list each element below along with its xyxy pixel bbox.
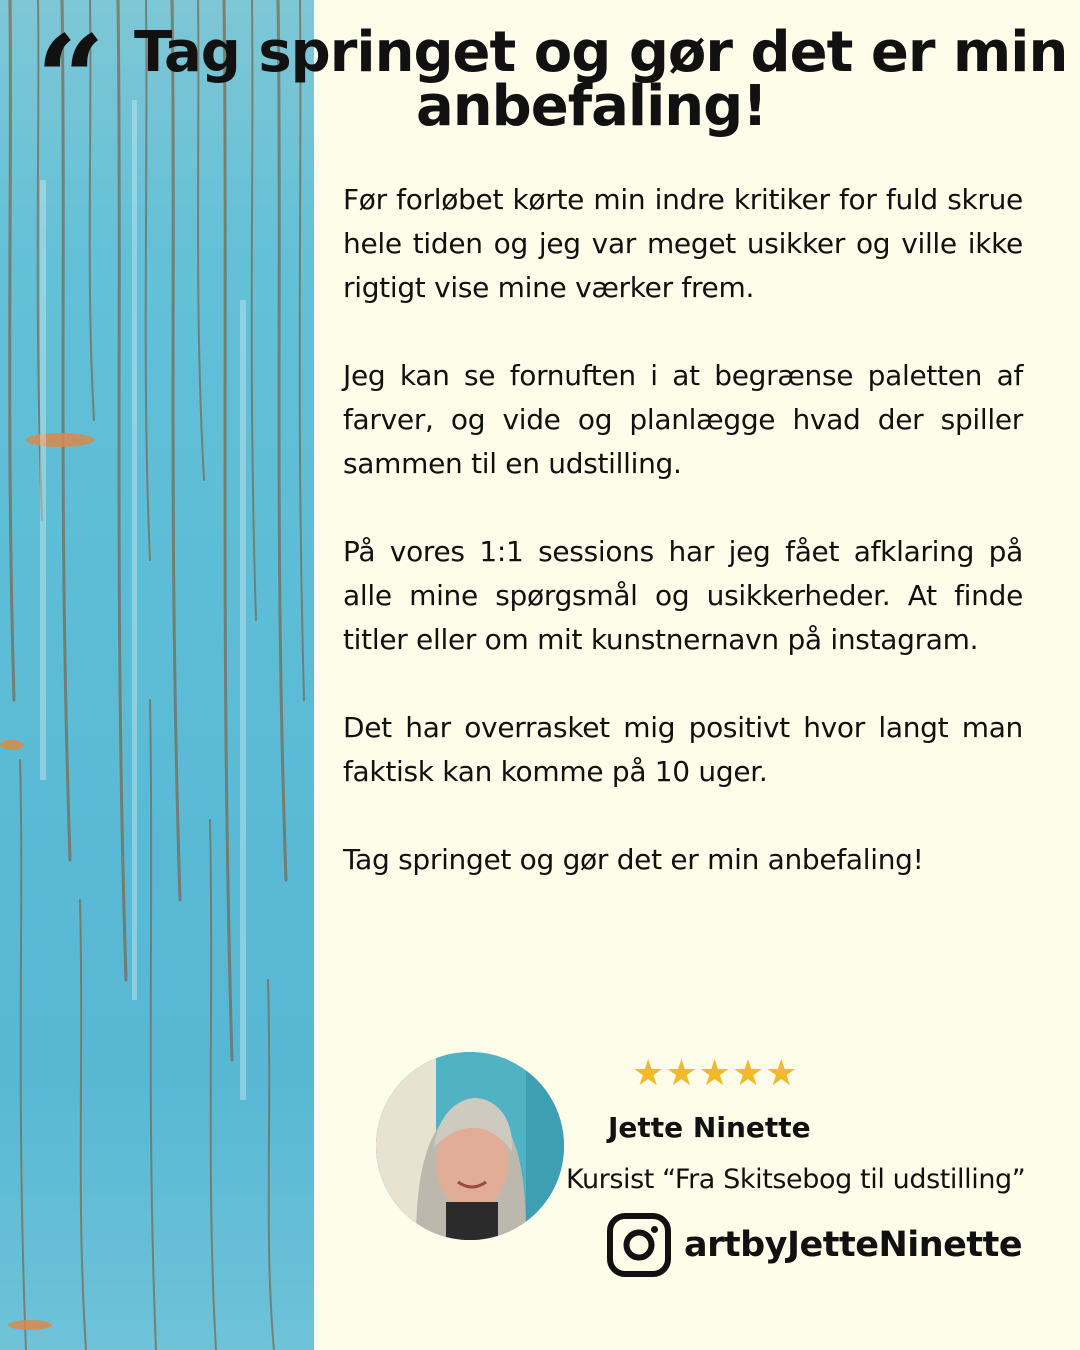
- rating-stars: ★★★★★: [632, 1053, 799, 1094]
- quote-open-icon: “: [36, 9, 106, 150]
- instagram-handle[interactable]: artbyJetteNinette: [684, 1225, 1023, 1265]
- testimonial-paragraph: Jeg kan se fornuften i at begrænse paletten af farver, og vide og planlægge hvad der spiller sammen til en udstilling.: [343, 359, 1023, 480]
- headline-line-1: Tag springet og gør det er min: [134, 20, 1068, 85]
- testimonial-paragraph: Før forløbet kørte min indre kritiker for fuld skrue hele tiden og jeg var meget usikker og ville ikke rigtigt vise mine værker frem.: [343, 183, 1023, 304]
- painting-drips: [0, 0, 314, 1350]
- testimonial-paragraph: Det har overrasket mig positivt hvor langt man faktisk kan komme på 10 uger.: [343, 711, 1023, 788]
- headline-line-2: anbefaling!: [416, 74, 767, 139]
- instagram-icon: [606, 1212, 672, 1278]
- reviewer-name: Jette Ninette: [608, 1111, 811, 1144]
- reviewer-avatar: [376, 1052, 564, 1240]
- instagram-link[interactable]: [606, 1212, 1022, 1278]
- testimonial-paragraph: Tag springet og gør det er min anbefaling!: [343, 843, 924, 876]
- avatar-portrait: [376, 1052, 564, 1240]
- testimonial-text: [343, 178, 1023, 926]
- painting-panel: [0, 0, 314, 1350]
- reviewer-role: Kursist “Fra Skitsebog til udstilling”: [566, 1164, 1026, 1195]
- testimonial-paragraph: På vores 1:1 sessions har jeg fået afklaring på alle mine spørgsmål og usikkerheder. At finde titler eller om mit kunstnernavn på instagram.: [343, 535, 1023, 656]
